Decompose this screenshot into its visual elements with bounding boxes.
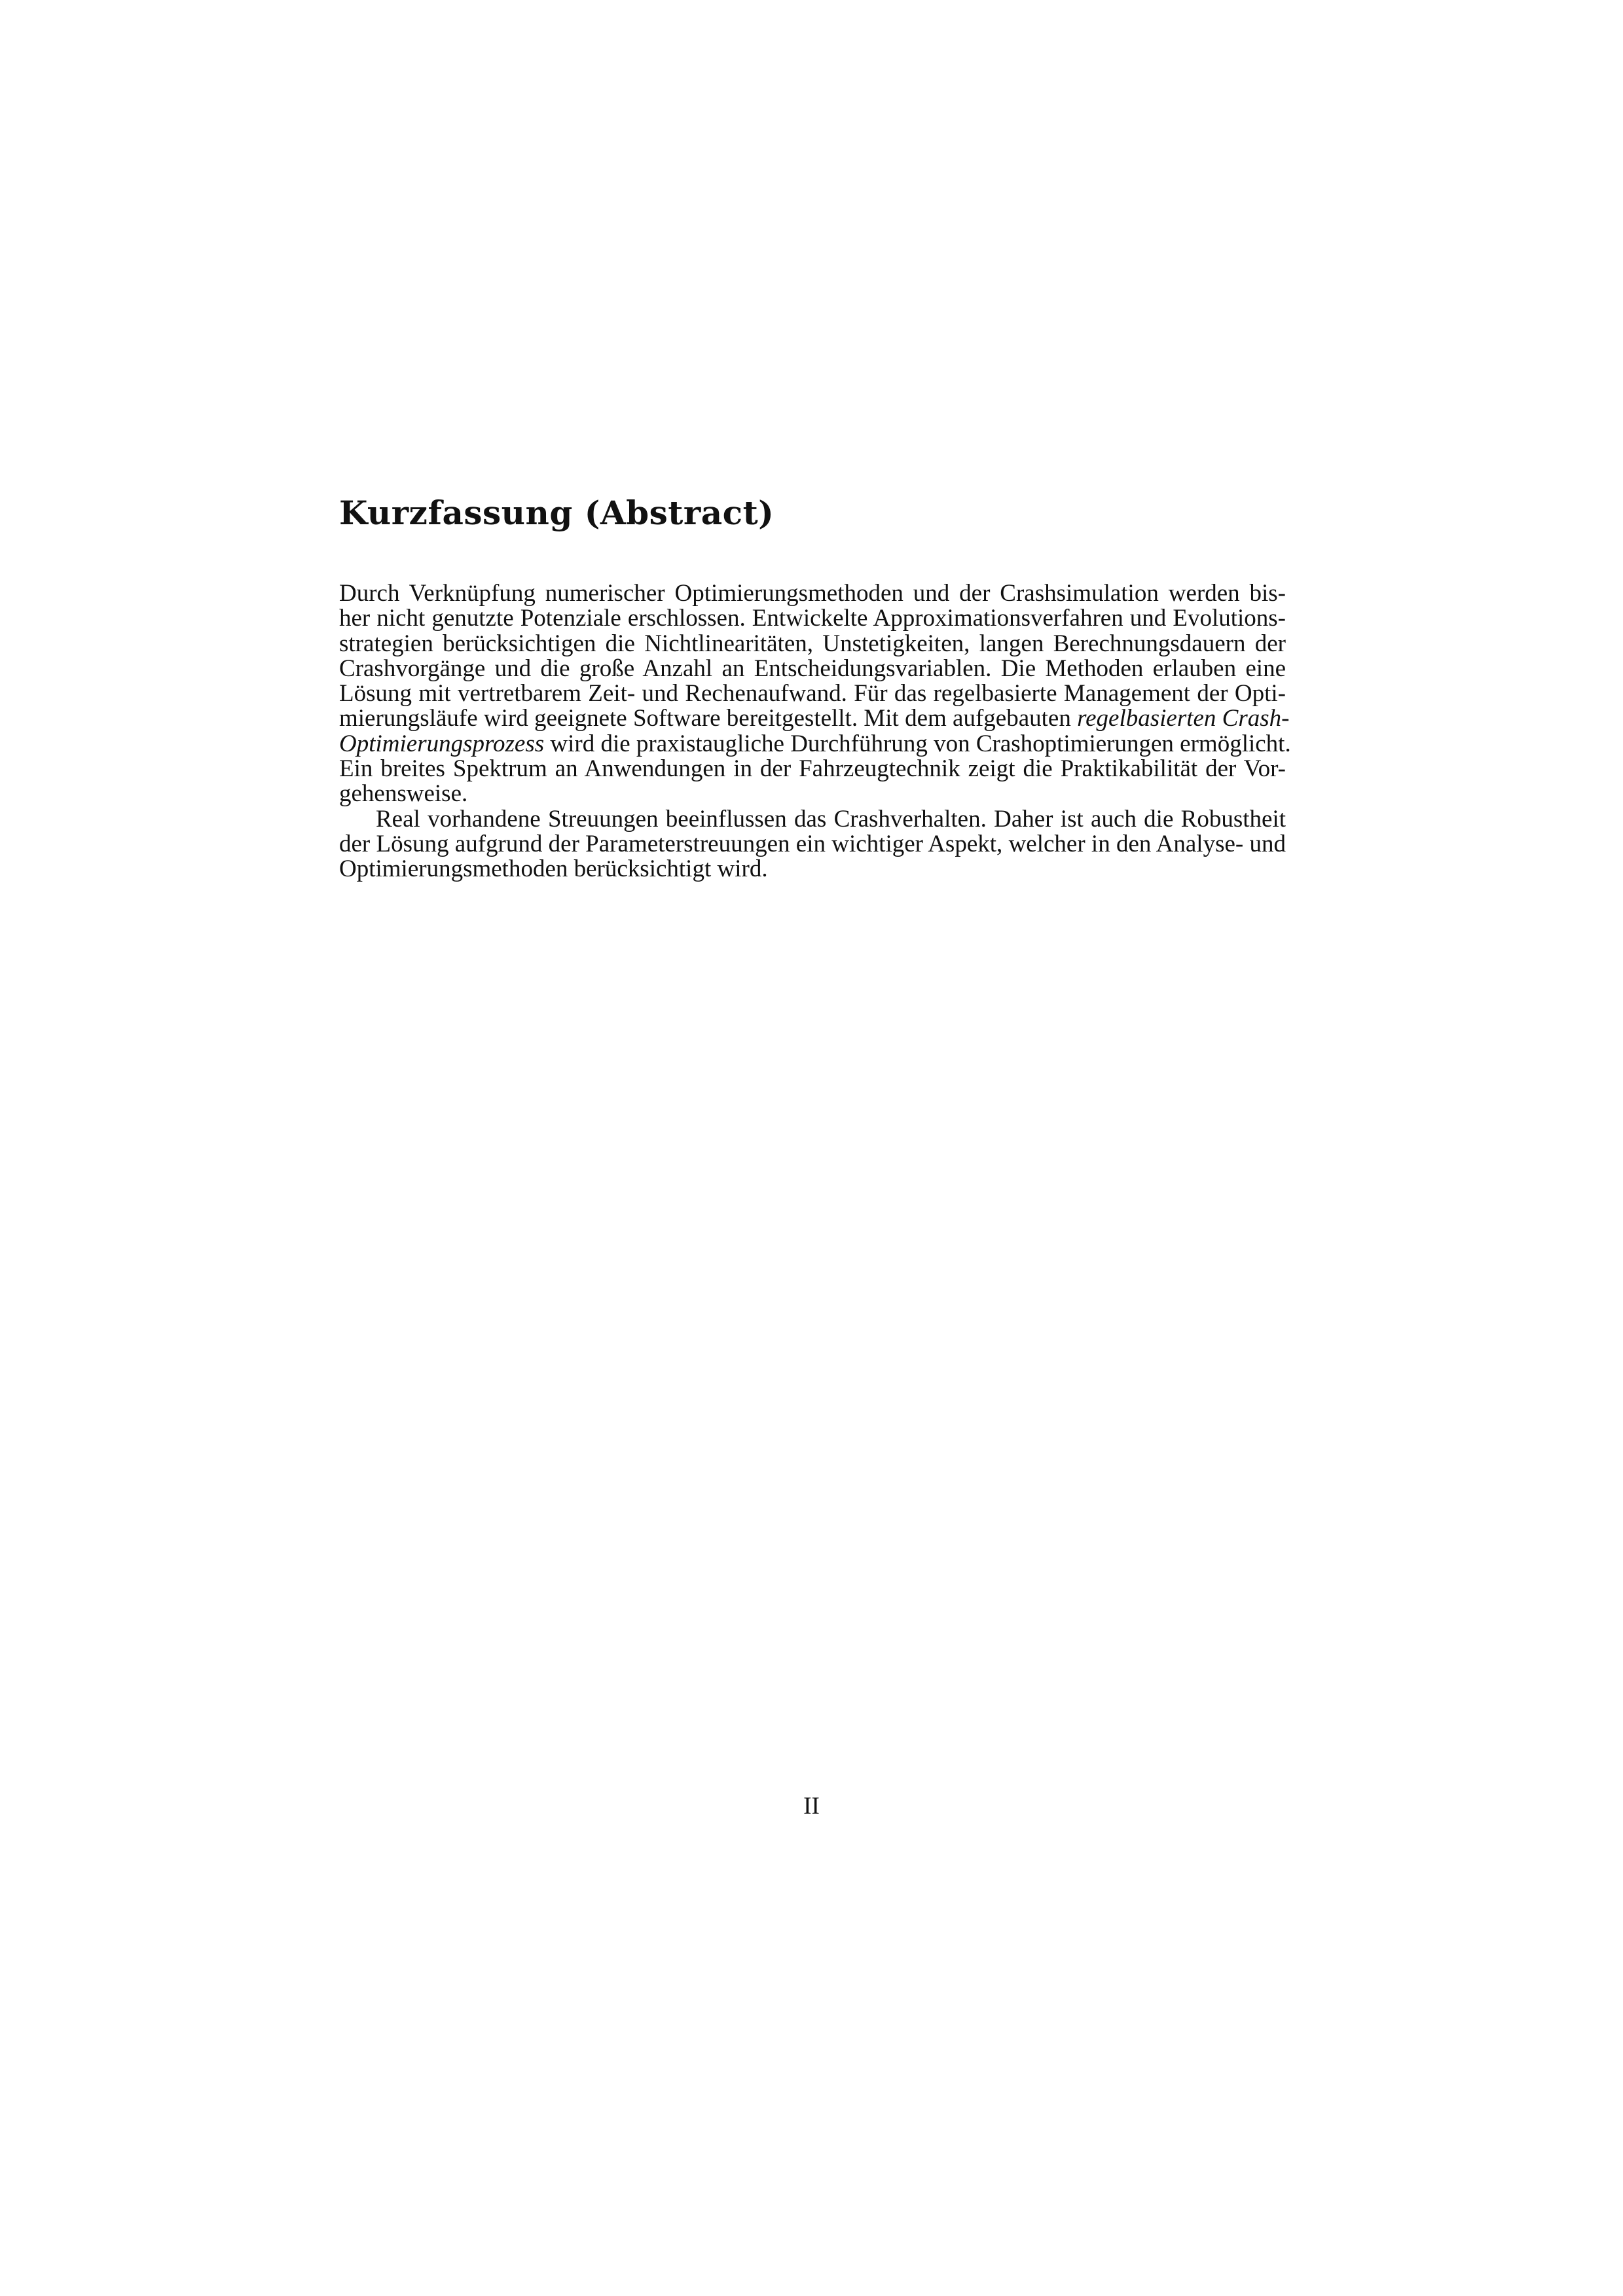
text-line xyxy=(339,705,1290,732)
section-heading: Kurzfassung (Abstract) xyxy=(339,493,775,532)
text-line: gehensweise. xyxy=(339,780,468,808)
abstract-body xyxy=(339,580,1291,883)
text-line: Real vorhandene Streuungen beeinflussen das Crashverhalten. Daher ist auch die Robustheit xyxy=(376,805,1286,833)
paragraph-1 xyxy=(339,580,1291,808)
paragraph-2 xyxy=(339,807,1286,882)
text-line: Optimierungsmethoden berücksichtigt wird. xyxy=(339,855,768,883)
text-line: strategien berücksichtigen die Nichtlinearitäten, Unstetigkeiten, langen Berechnungsdauern der xyxy=(339,630,1286,657)
text-line: her nicht genutzte Potenziale erschlossen. Entwickelte Approximationsverfahren und Evolutions- xyxy=(339,605,1286,632)
text-line: Ein breites Spektrum an Anwendungen in der Fahrzeugtechnik zeigt die Praktikabilität der Vor- xyxy=(339,755,1286,783)
page-number: II xyxy=(803,1793,820,1820)
text-segment: mierungsläufe wird geeignete Software bereitgestellt. Mit dem aufgebauten xyxy=(339,705,1078,732)
text-line xyxy=(339,730,1291,757)
text-line: Lösung mit vertretbarem Zeit- und Rechenaufwand. Für das regelbasierte Management der Opti- xyxy=(339,680,1286,708)
text-segment: wird die praxistaugliche Durchführung von Crashoptimierungen ermöglicht. xyxy=(544,730,1291,757)
emphasized-term: Optimierungsprozess xyxy=(339,730,545,757)
text-line: der Lösung aufgrund der Parameterstreuungen ein wichtiger Aspekt, welcher in den Analyse- und xyxy=(339,830,1286,857)
text-line: Crashvorgänge und die große Anzahl an Entscheidungsvariablen. Die Methoden erlauben eine xyxy=(339,655,1286,682)
emphasized-term: regelbasierten Crash- xyxy=(1077,705,1290,732)
text-line: Durch Verknüpfung numerischer Optimierungsmethoden und der Crashsimulation werden bis- xyxy=(339,580,1286,607)
